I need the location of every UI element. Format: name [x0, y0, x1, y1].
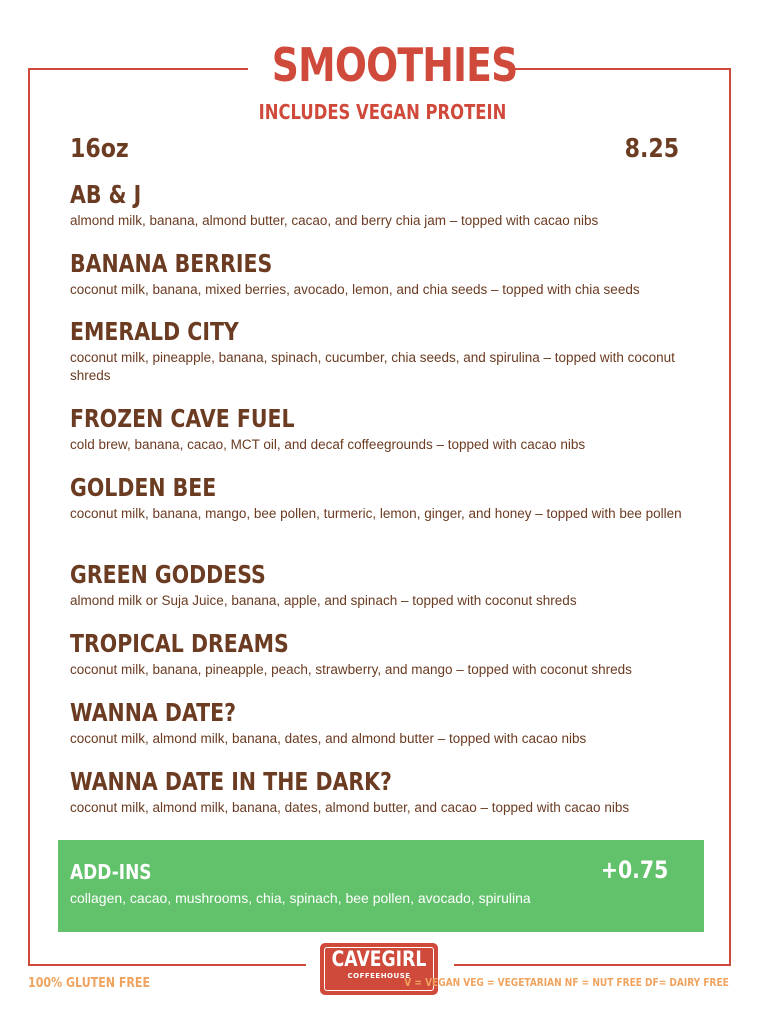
- diet-legend: V = VEGAN VEG = VEGETARIAN NF = NUT FREE DF= DAIRY FREE: [404, 976, 729, 989]
- item-description: coconut milk, banana, mango, bee pollen, turmeric, lemon, ginger, and honey – topped with bee pollen: [70, 506, 682, 521]
- item-name: GOLDEN BEE: [70, 473, 217, 502]
- page-title: SMOOTHIES: [271, 38, 518, 92]
- menu-item: [70, 404, 700, 473]
- menu-item: [70, 317, 700, 404]
- gluten-free-note: 100% GLUTEN FREE: [28, 976, 151, 991]
- menu-item: [70, 249, 700, 317]
- item-name: BANANA BERRIES: [70, 249, 273, 278]
- menu-items: [70, 180, 700, 827]
- addins-title: ADD-INS: [70, 860, 152, 884]
- item-description: almond milk, banana, almond butter, cacao, and berry chia jam – topped with cacao nibs: [70, 213, 599, 228]
- item-name: TROPICAL DREAMS: [70, 629, 289, 658]
- item-description: coconut milk, almond milk, banana, dates, and almond butter – topped with cacao nibs: [70, 731, 587, 746]
- logo-area: [306, 940, 454, 1000]
- menu-item: [70, 180, 700, 249]
- item-name: FROZEN CAVE FUEL: [70, 404, 295, 433]
- page-subtitle: INCLUDES VEGAN PROTEIN: [258, 100, 507, 124]
- size-label: 16oz: [70, 134, 129, 164]
- menu-item: [70, 698, 700, 767]
- logo-main-text: CAVEGIRL: [331, 947, 427, 971]
- price-label: 8.25: [624, 134, 679, 164]
- item-description: coconut milk, almond milk, banana, dates, almond butter, and cacao – topped with cacao nibs: [70, 800, 630, 815]
- menu-item: [70, 629, 700, 698]
- item-description: coconut milk, banana, mixed berries, avocado, lemon, and chia seeds – topped with chia seeds: [70, 282, 640, 297]
- item-name: WANNA DATE?: [70, 698, 237, 727]
- item-name: GREEN GODDESS: [70, 560, 266, 589]
- menu-item: [70, 560, 700, 629]
- item-name: EMERALD CITY: [70, 317, 239, 346]
- logo-sub-text: COFFEEHOUSE: [347, 972, 411, 980]
- menu-item: [70, 473, 700, 560]
- item-description: coconut milk, banana, pineapple, peach, strawberry, and mango – topped with coconut shreds: [70, 662, 632, 677]
- addins-price: +0.75: [600, 856, 668, 884]
- addins-description: collagen, cacao, mushrooms, chia, spinach, bee pollen, avocado, spirulina: [70, 890, 531, 906]
- addins-box: [58, 840, 704, 932]
- item-name: WANNA DATE IN THE DARK?: [70, 767, 392, 796]
- item-name: AB & J: [70, 180, 142, 209]
- item-description: coconut milk, pineapple, banana, spinach, cucumber, chia seeds, and spirulina – topped with coconut shreds: [70, 350, 675, 383]
- item-description: cold brew, banana, cacao, MCT oil, and decaf coffeegrounds – topped with cacao nibs: [70, 437, 586, 452]
- title-area: [248, 30, 518, 100]
- menu-item: [70, 767, 700, 827]
- item-description: almond milk or Suja Juice, banana, apple, and spinach – topped with coconut shreds: [70, 593, 577, 608]
